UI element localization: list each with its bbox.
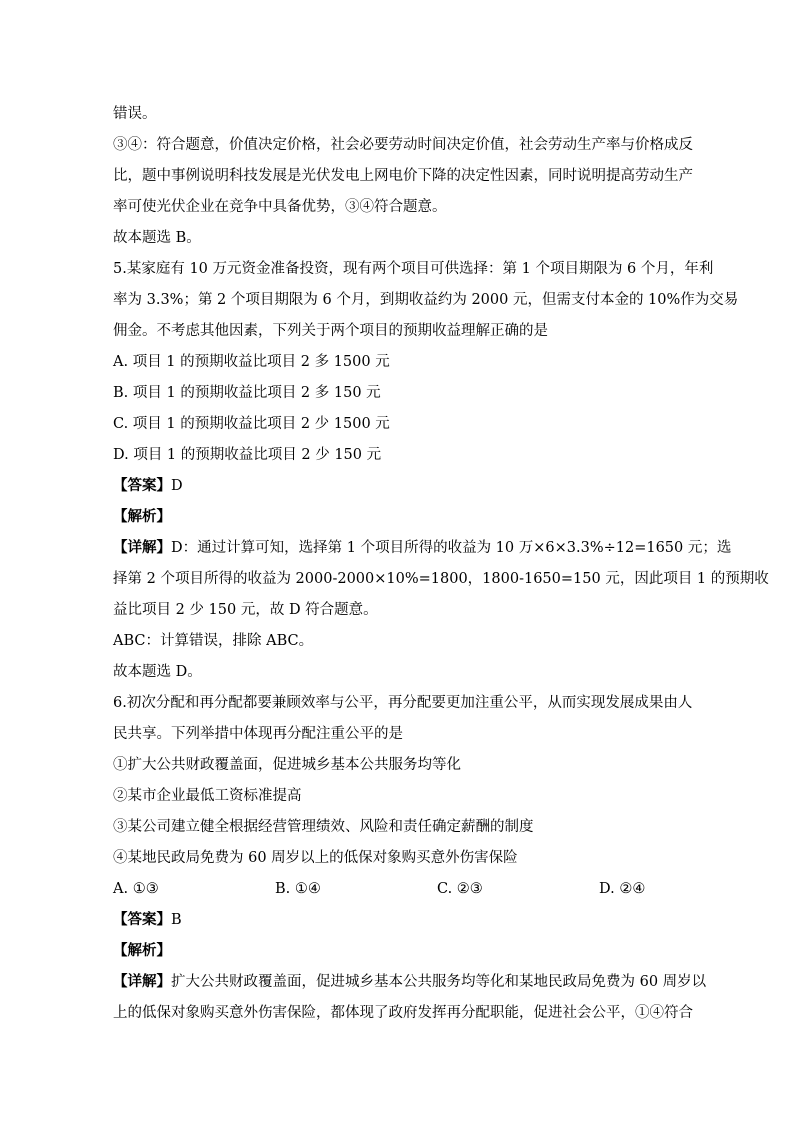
q5-stem: 佣金。不考虑其他因素，下列关于两个项目的预期收益理解正确的是 bbox=[113, 323, 548, 339]
q6-stem: 民共享。下列举措中体现再分配注重公平的是 bbox=[113, 726, 403, 742]
q6-option-c: C. ②③ bbox=[437, 881, 483, 897]
answer-value: B bbox=[171, 912, 182, 928]
detail-text: D：通过计算可知，选择第 1 个项目所得的收益为 10 万×6×3.3%÷12=1650 元；选 bbox=[171, 540, 732, 556]
q6-detail bbox=[113, 972, 707, 992]
q5-detail-line: 益比项目 2 少 150 元，故 D 符合题意。 bbox=[113, 602, 378, 618]
q6-stem: 6.初次分配和再分配都要兼顾效率与公平，再分配要更加注重公平，从而实现发展成果由人 bbox=[113, 695, 693, 711]
q6-options bbox=[113, 879, 683, 899]
q6-item-2: ②某市企业最低工资标准提高 bbox=[113, 788, 302, 804]
q5-option-c: C. 项目 1 的预期收益比项目 2 少 1500 元 bbox=[113, 416, 390, 432]
q5-option-b: B. 项目 1 的预期收益比项目 2 多 150 元 bbox=[113, 385, 381, 401]
q5-stem: 率为 3.3%；第 2 个项目期限为 6 个月，到期收益约为 2000 元，但需支付本金的 10%作为交易 bbox=[113, 292, 739, 308]
q6-analysis-label: 【解析】 bbox=[113, 942, 171, 959]
q6-answer bbox=[113, 910, 683, 930]
q6-item-3: ③某公司建立健全根据经营管理绩效、风险和责任确定薪酬的制度 bbox=[113, 819, 534, 835]
answer-label: 【答案】 bbox=[113, 477, 171, 494]
q6-item-1: ①扩大公共财政覆盖面，促进城乡基本公共服务均等化 bbox=[113, 757, 461, 773]
q6-option-d: D. ②④ bbox=[599, 881, 646, 897]
q4-conclusion: 故本题选 B。 bbox=[113, 230, 201, 246]
q4-text-line: 率可使光伏企业在竞争中具备优势，③④符合题意。 bbox=[113, 199, 447, 215]
detail-text: 扩大公共财政覆盖面，促进城乡基本公共服务均等化和某地民政局免费为 60 周岁以 bbox=[171, 974, 707, 990]
detail-label: 【详解】 bbox=[113, 973, 171, 990]
q5-stem: 5.某家庭有 10 万元资金准备投资，现有两个项目可供选择：第 1 个项目期限为 6 个月，年利 bbox=[113, 261, 714, 277]
q4-text-line: ③④：符合题意，价值决定价格，社会必要劳动时间决定价值，社会劳动生产率与价格成反 bbox=[113, 137, 693, 153]
q4-text-line: 比，题中事例说明科技发展是光伏发电上网电价下降的决定性因素，同时说明提高劳动生产 bbox=[113, 168, 693, 184]
detail-label: 【详解】 bbox=[113, 539, 171, 556]
q5-detail-line: 择第 2 个项目所得的收益为 2000-2000×10%=1800，1800-1650=150 元，因此项目 1 的预期收 bbox=[113, 571, 769, 587]
answer-label: 【答案】 bbox=[113, 911, 171, 928]
q5-detail bbox=[113, 538, 732, 558]
q5-conclusion: 故本题选 D。 bbox=[113, 664, 202, 680]
q6-detail-line: 上的低保对象购买意外伤害保险，都体现了政府发挥再分配职能，促进社会公平，①④符合 bbox=[113, 1005, 693, 1021]
q6-option-a: A. ①③ bbox=[113, 881, 159, 897]
q6-option-b: B. ①④ bbox=[275, 881, 321, 897]
q5-option-d: D. 项目 1 的预期收益比项目 2 少 150 元 bbox=[113, 447, 382, 463]
q5-answer bbox=[113, 476, 683, 496]
q6-item-4: ④某地民政局免费为 60 周岁以上的低保对象购买意外伤害保险 bbox=[113, 850, 518, 866]
answer-value: D bbox=[171, 478, 183, 494]
q5-abc-note: ABC：计算错误，排除 ABC。 bbox=[113, 633, 314, 649]
q5-analysis-label: 【解析】 bbox=[113, 508, 171, 525]
q4-text-line: 错误。 bbox=[113, 106, 157, 122]
q5-option-a: A. 项目 1 的预期收益比项目 2 多 1500 元 bbox=[113, 354, 390, 370]
